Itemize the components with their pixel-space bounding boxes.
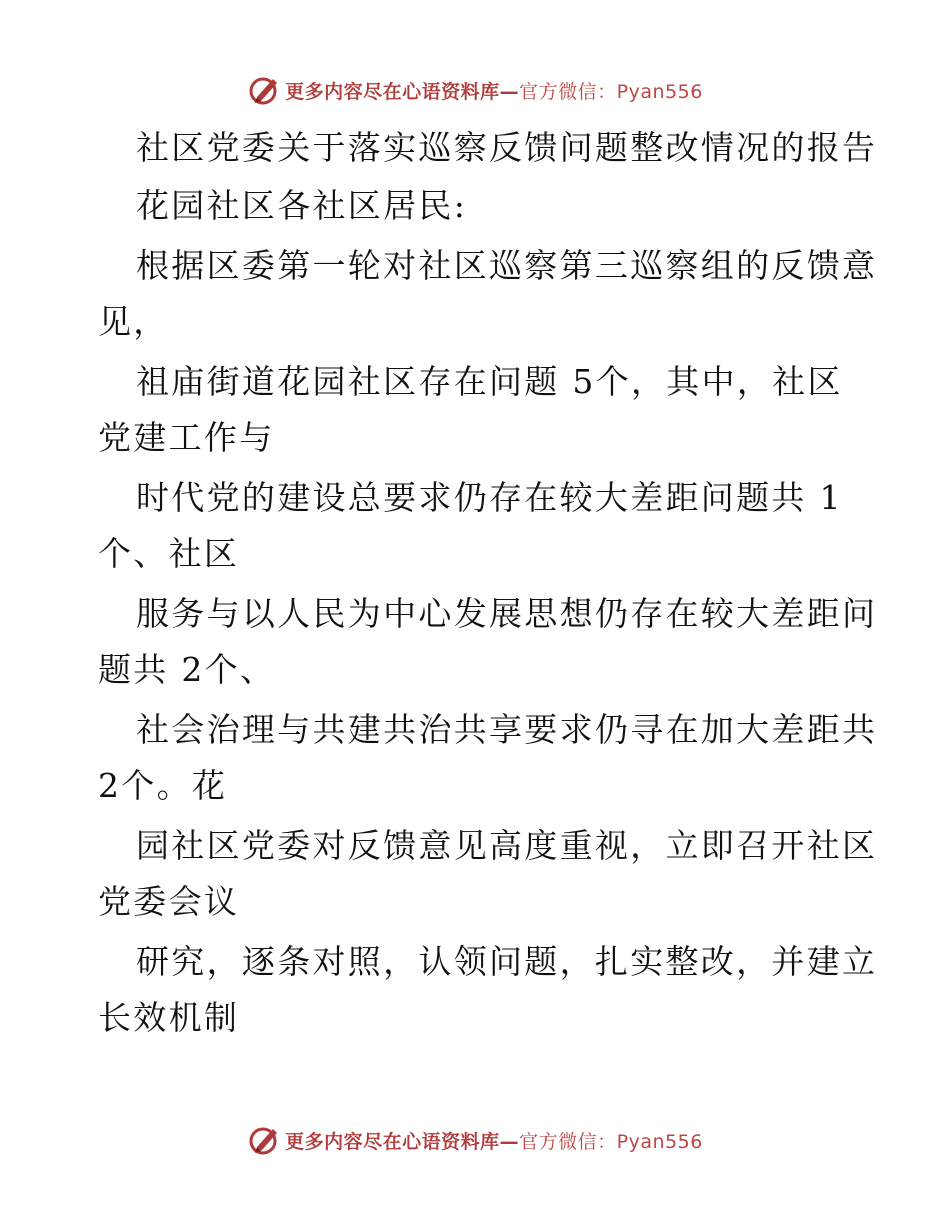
document-line: 祖庙街道花园社区存在问题 5个，其中，社区 <box>136 362 843 401</box>
document-line: 根据区委第一轮对社区巡察第三巡察组的反馈意 <box>136 246 878 285</box>
watermark-text <box>285 1127 703 1154</box>
watermark-label: 更多内容尽在心语资料库— <box>285 80 520 103</box>
document-line: 题共 2个、 <box>98 650 276 689</box>
pen-logo-icon <box>247 73 281 107</box>
document-line: 党委会议 <box>98 882 240 921</box>
watermark-text <box>285 77 703 104</box>
document-line: 党建工作与 <box>98 418 275 457</box>
watermark-banner-top <box>0 70 950 110</box>
document-line: 2个。花 <box>98 766 228 805</box>
document-line: 园社区党委对反馈意见高度重视，立即召开社区 <box>136 826 878 865</box>
document-title: 社区党委关于落实巡察反馈问题整改情况的报告 <box>136 128 878 167</box>
document-line: 研究，逐条对照，认领问题，扎实整改，并建立 <box>136 942 878 981</box>
document-line: 服务与以人民为中心发展思想仍存在较大差距问 <box>136 594 878 633</box>
document-line: 个、社区 <box>98 534 240 573</box>
watermark-label: 更多内容尽在心语资料库— <box>285 1130 520 1153</box>
watermark-banner-bottom <box>0 1120 950 1160</box>
document-line: 花园社区各社区居民: <box>136 186 468 225</box>
document-line: 长效机制 <box>98 998 240 1037</box>
document-line: 社会治理与共建共治共享要求仍寻在加大差距共 <box>136 710 878 749</box>
document-line: 时代党的建设总要求仍存在较大差距问题共 1 <box>136 478 843 517</box>
watermark-contact: 官方微信：Pyan556 <box>519 80 703 103</box>
watermark-contact: 官方微信：Pyan556 <box>519 1130 703 1153</box>
document-line: 见， <box>98 302 169 341</box>
pen-logo-icon <box>247 1123 281 1157</box>
